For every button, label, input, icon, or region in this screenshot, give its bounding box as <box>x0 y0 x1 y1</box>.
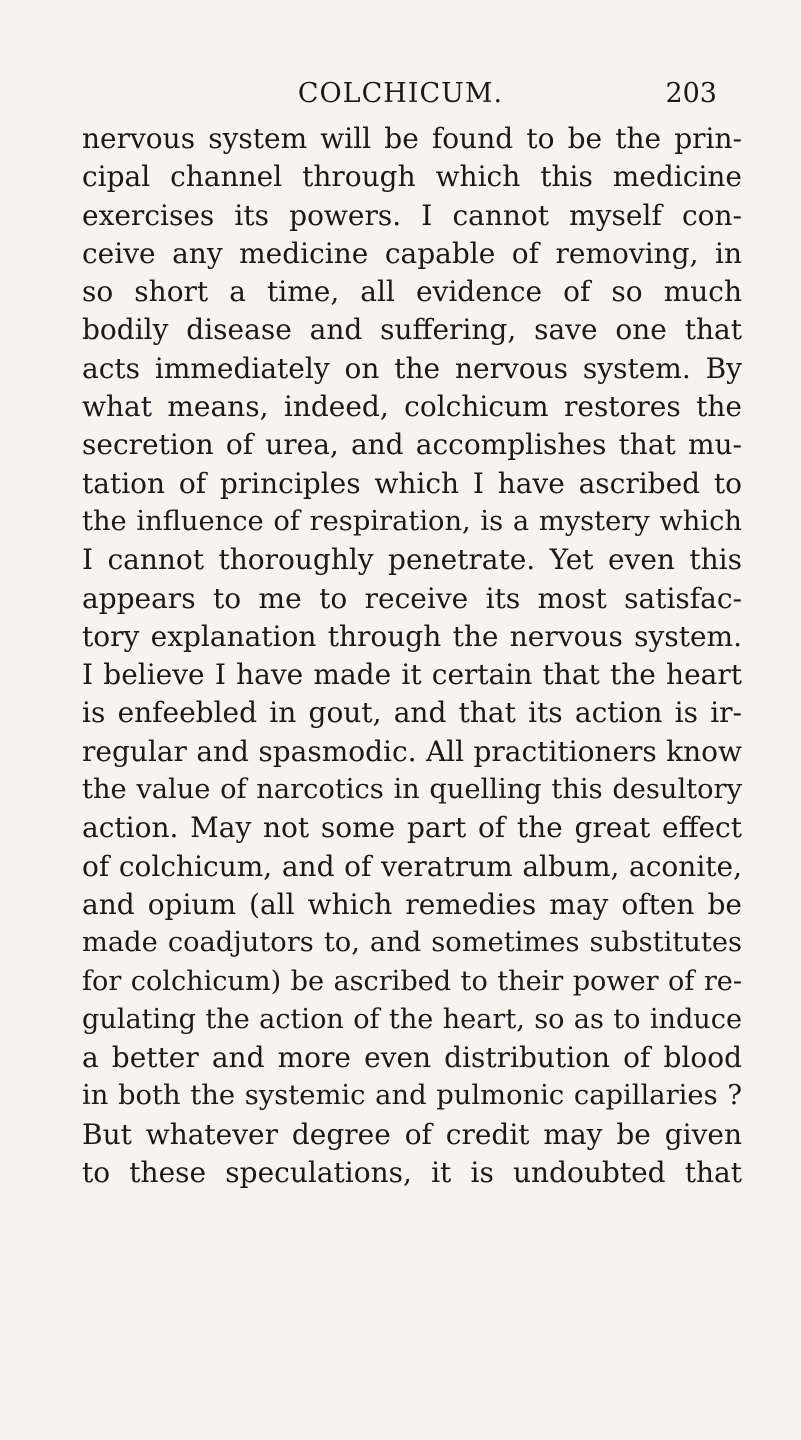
text-line: for colchicum) be ascribed to their power of re- <box>82 965 742 997</box>
text-line: I believe I have made it certain that the heart <box>82 658 742 692</box>
text-line: I cannot thoroughly penetrate. Yet even this <box>82 543 742 577</box>
text-line: regular and spasmodic. All practitioners know <box>82 734 742 768</box>
text-line: gulating the action of the heart, so as to induce <box>82 1003 742 1035</box>
text-line: exercises its powers. I cannot myself con- <box>82 198 742 232</box>
text-line: secretion of urea, and accomplishes that mu- <box>82 428 742 462</box>
running-title: COLCHICUM. <box>297 78 504 109</box>
text-line: ceive any medicine capable of removing, in <box>82 236 742 270</box>
text-line: But whatever degree of credit may be given <box>82 1117 742 1151</box>
text-line: tory explanation through the nervous system. <box>82 619 742 653</box>
text-line: and opium (all which remedies may often be <box>82 887 742 921</box>
text-line: is enfeebled in gout, and that its action is ir- <box>82 696 742 730</box>
text-line: what means, indeed, colchicum restores the <box>82 390 742 424</box>
body-text <box>82 120 742 1192</box>
text-line: acts immediately on the nervous system. By <box>82 351 742 385</box>
text-line: of colchicum, and of veratrum album, aconite, <box>82 849 742 883</box>
text-line: made coadjutors to, and sometimes substitutes <box>82 927 742 959</box>
text-line: tation of principles which I have ascribed to <box>82 466 742 500</box>
text-line: the influence of respiration, is a mystery which <box>82 505 742 537</box>
text-line: action. May not some part of the great effect <box>82 811 742 845</box>
text-line: to these speculations, it is undoubted that <box>82 1156 742 1190</box>
text-line: cipal channel through which this medicine <box>82 160 742 194</box>
text-line: in both the systemic and pulmonic capillaries ? <box>82 1080 742 1112</box>
text-line: a better and more even distribution of blood <box>82 1041 742 1075</box>
text-line: the value of narcotics in quelling this desultory <box>82 774 742 806</box>
text-line: appears to me to receive its most satisfac- <box>82 581 742 615</box>
text-line: so short a time, all evidence of so much <box>82 275 742 309</box>
running-head <box>0 74 801 114</box>
text-line: bodily disease and suffering, save one that <box>82 313 742 347</box>
text-line: nervous system will be found to be the prin- <box>82 122 742 155</box>
page-number: 203 <box>665 78 717 109</box>
